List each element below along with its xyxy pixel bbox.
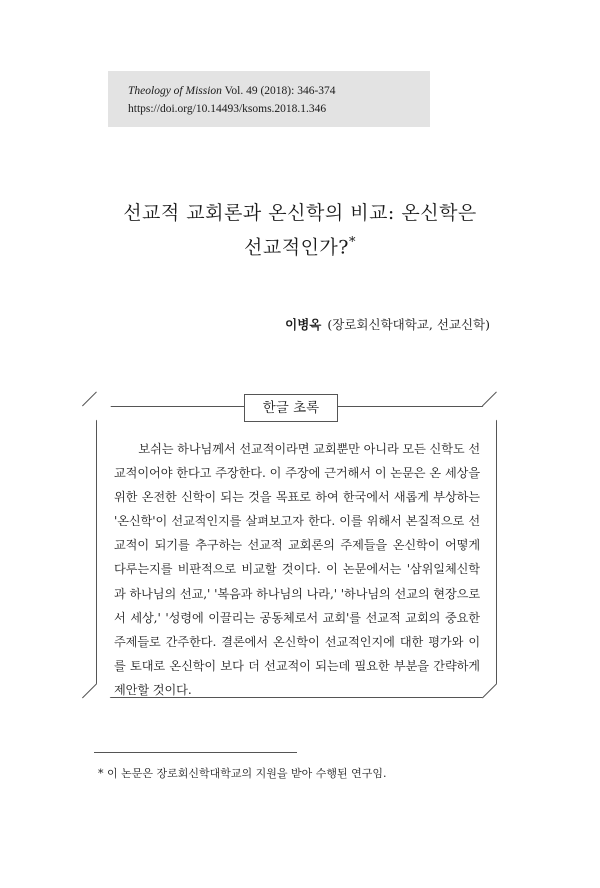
volume-info: Vol. 49 (2018): 346-374 (221, 85, 336, 97)
frame-corner (482, 684, 511, 713)
frame-corner (82, 392, 111, 421)
frame-corner (482, 392, 511, 421)
footnote (98, 765, 387, 781)
journal-citation (128, 82, 430, 100)
footnote-marker: * (98, 767, 104, 780)
title-footnote-marker[interactable]: * (348, 235, 356, 250)
title-line-2-text: 선교적인가? (244, 236, 349, 259)
journal-header-box (108, 71, 430, 127)
journal-name: Theology of Mission (128, 85, 222, 97)
footnote-text: 이 논문은 장로회신학대학교의 지원을 받아 수행된 연구임. (103, 767, 387, 780)
footnote-divider (94, 752, 297, 753)
author-affiliation: (장로회신학대학교, 선교신학) (327, 317, 490, 332)
paper-title (40, 198, 560, 262)
abstract-heading: 한글 초록 (244, 394, 338, 422)
author-name: 이병옥 (285, 317, 322, 332)
title-line-2 (40, 228, 560, 262)
frame-corner (82, 684, 111, 713)
author-line (285, 315, 490, 333)
abstract-body: 보쉬는 하나님께서 선교적이라면 교회뿐만 아니라 모든 신학도 선교적이어야 한다고 주장한다. 이 주장에 근거해서 이 논문은 온 세상을 위한 온전한 신학이 되는 것을 목표로 하여 한국에서 새롭게 부상하는 '온신학'이 선교적인지를 살펴보고자 한다. 이를 위해서 본질적으로 선교적이 되기를 추구하는 선교적 교회론의 주제들을 온신학이 어떻게 다루는지를 비판적으로 비교할 것이다. 이 논문에서는 '삼위일체신학과 하나님의 선교,' '복음과 하나님의 나라,' '하나님의 선교의 현장으로서 세상,' '성령에 이끌리는 공동체로서 교회'를 선교적 교회의 중요한 주제들로 간주한다. 결론에서 온신학이 선교적인지에 대한 평가와 이를 토대로 온신학이 보다 더 선교적이 되는데 필요한 부분을 간략하게 제안할 것이다. (114, 442, 480, 697)
doi-link[interactable]: https://doi.org/10.14493/ksoms.2018.1.346 (128, 103, 327, 115)
title-line-1: 선교적 교회론과 온신학의 비교: 온신학은 (123, 202, 477, 224)
